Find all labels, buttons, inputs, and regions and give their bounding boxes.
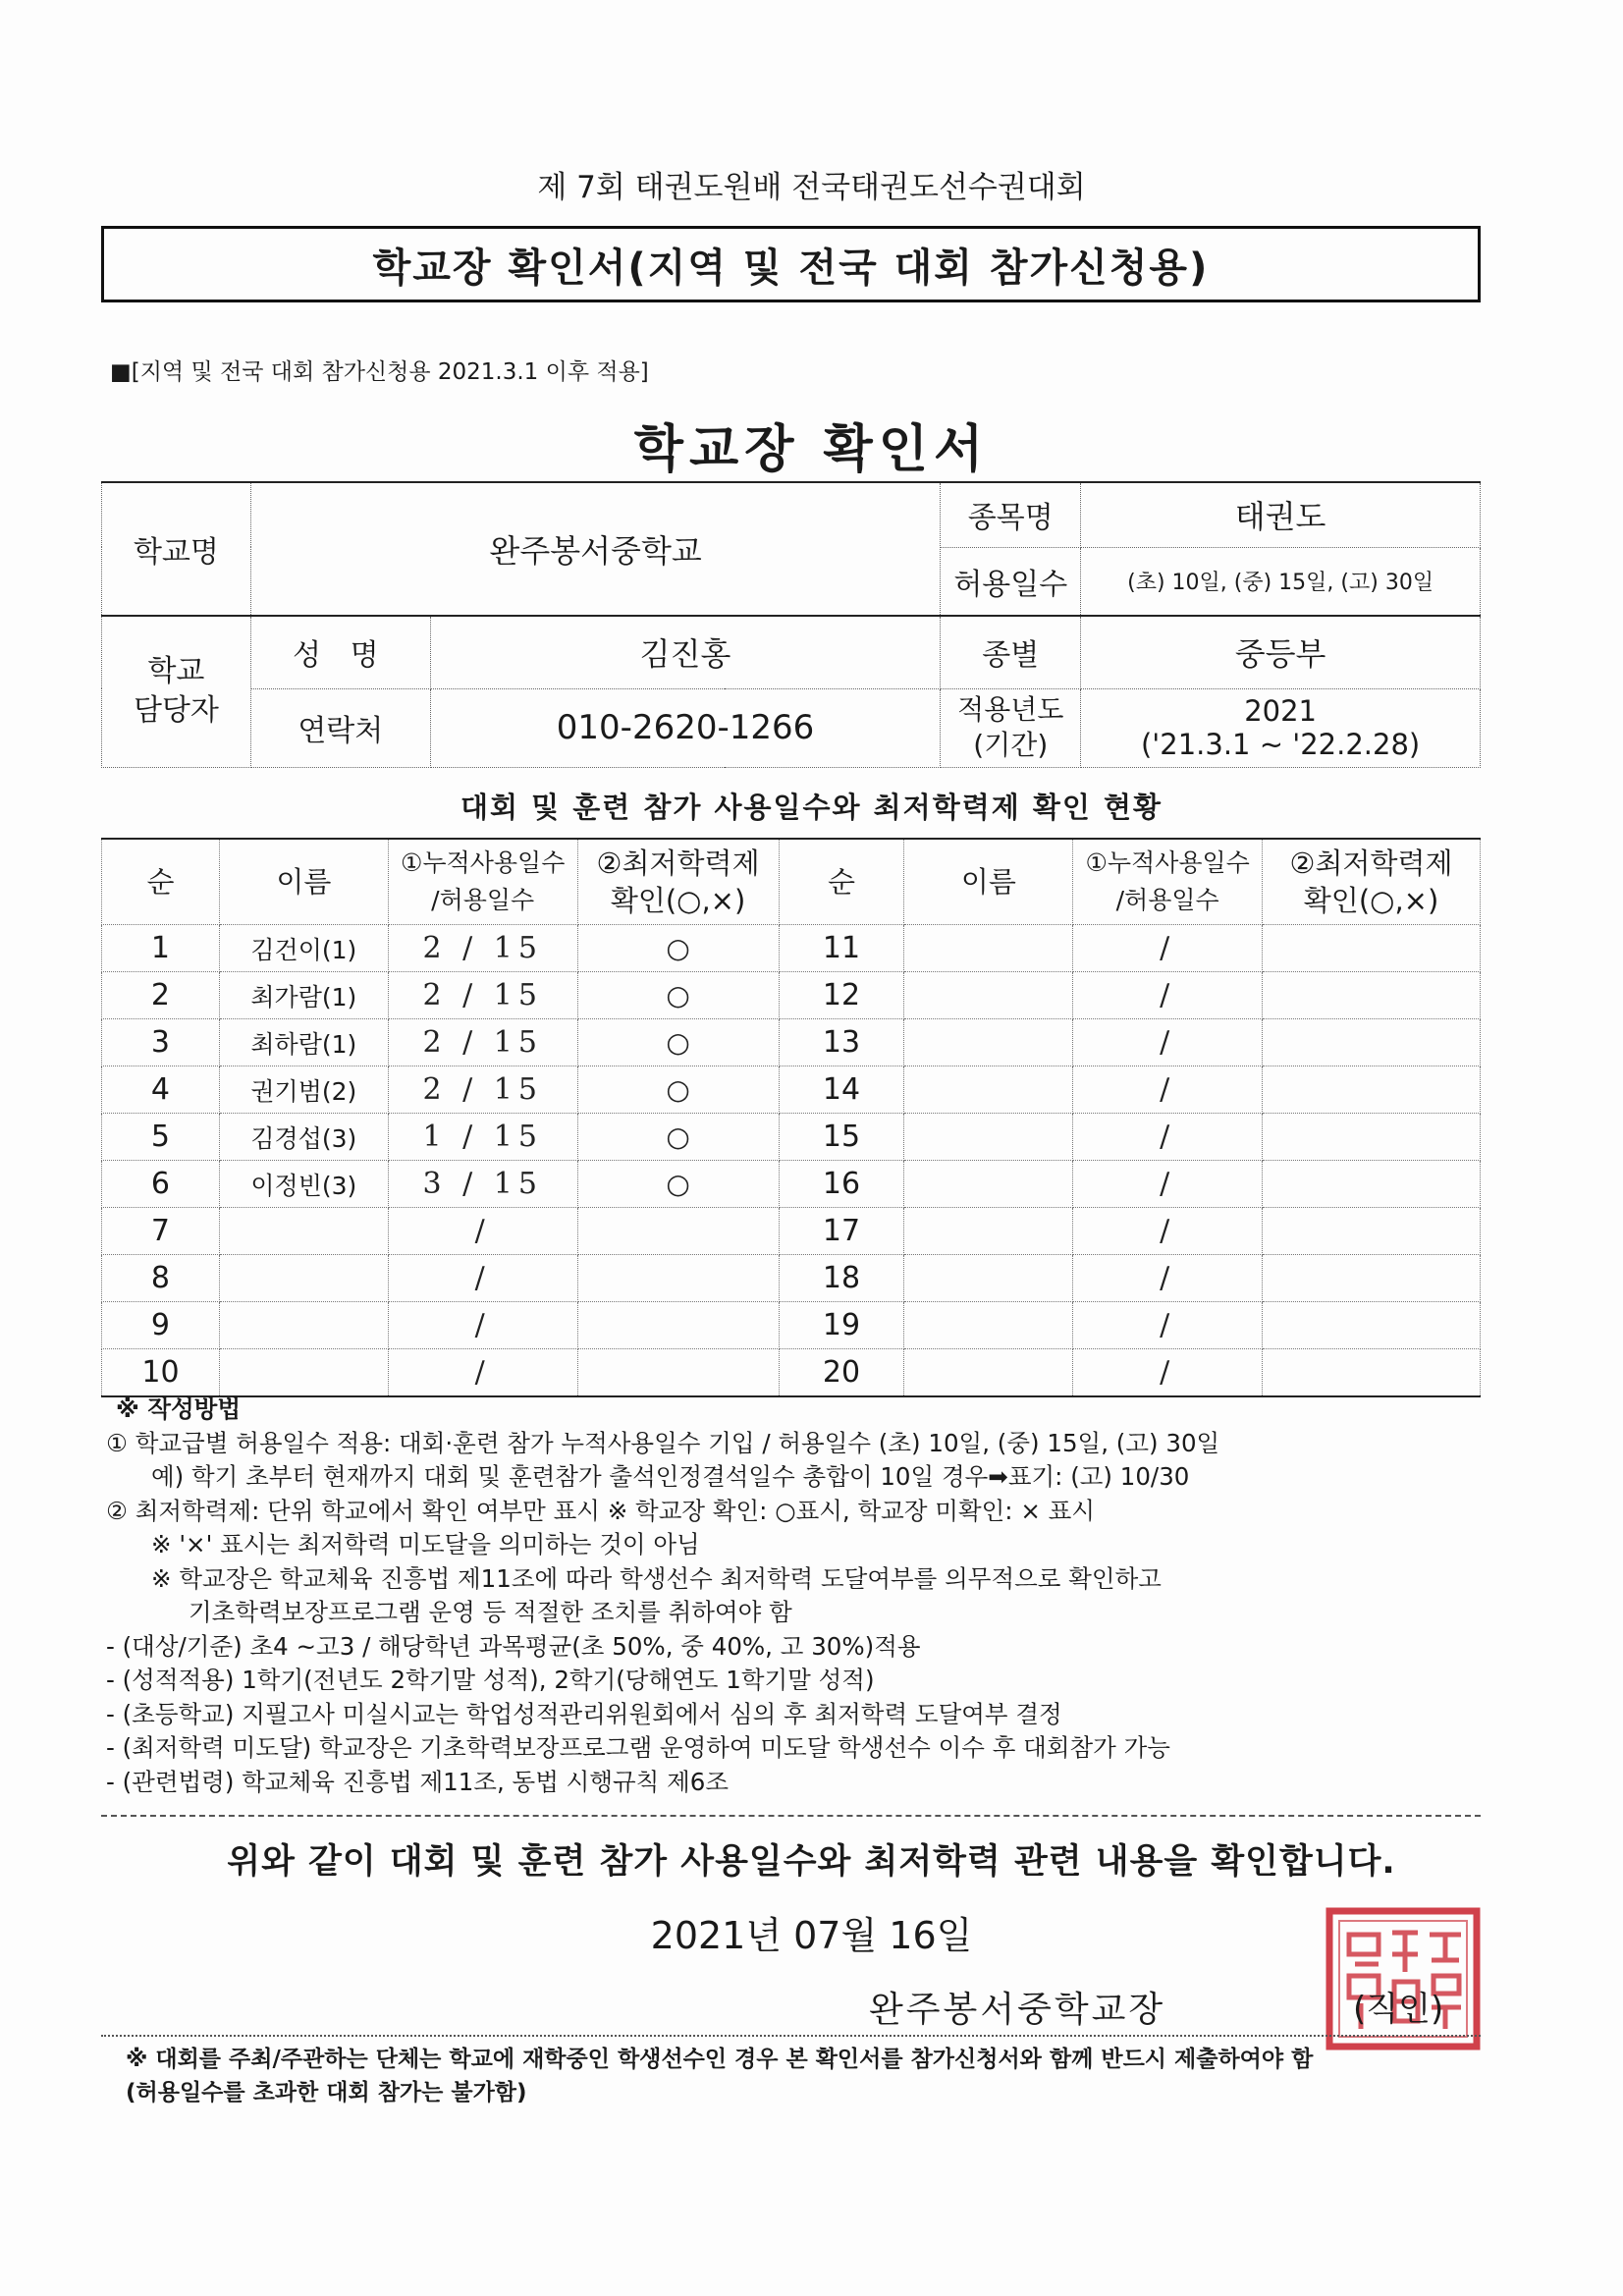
year-value: 2021 ('21.3.1 ~ '22.2.28) — [1081, 688, 1481, 767]
records-title: 대회 및 훈련 참가 사용일수와 최저학력제 확인 현황 — [460, 791, 1163, 824]
used-days: / — [388, 1255, 577, 1302]
academic-check — [1263, 1161, 1481, 1208]
table-row — [102, 925, 1481, 972]
table-row — [102, 1019, 1481, 1066]
instruction-item: ① 학교급별 허용일수 적용: 대회·훈련 참가 누적사용일수 기입 / 허용일수 (초) 10일, (중) 15일, (고) 30일 — [106, 1428, 1220, 1457]
used-days: / — [1073, 1019, 1263, 1066]
category-label: 종별 — [941, 616, 1081, 688]
manager-name-value: 김진홍 — [430, 616, 941, 688]
records-table — [101, 838, 1481, 1397]
student-name — [904, 925, 1073, 972]
header-name: 이름 — [219, 839, 388, 925]
instruction-item: 기초학력보장프로그램 운영 등 적절한 조치를 취하여야 함 — [189, 1598, 792, 1626]
student-name — [219, 1302, 388, 1349]
academic-check: ○ — [577, 1019, 779, 1066]
row-number: 10 — [102, 1349, 220, 1397]
student-name — [904, 1255, 1073, 1302]
used-days: / — [1073, 1161, 1263, 1208]
row-number: 4 — [102, 1066, 220, 1114]
row-number: 15 — [779, 1114, 904, 1161]
table-row — [102, 1255, 1481, 1302]
row-number: 14 — [779, 1066, 904, 1114]
official-seal-stamp — [1316, 1905, 1492, 2052]
student-name — [904, 1161, 1073, 1208]
used-days: / — [1073, 972, 1263, 1019]
student-name — [904, 972, 1073, 1019]
school-info-table — [101, 481, 1481, 768]
footer-divider — [101, 2035, 1481, 2037]
academic-check — [1263, 1019, 1481, 1066]
academic-check: ○ — [577, 1066, 779, 1114]
academic-check — [1263, 1208, 1481, 1255]
row-number: 7 — [102, 1208, 220, 1255]
instruction-item: - (성적적용) 1학기(전년도 2학기말 성적), 2학기(당해연도 1학기말 성적) — [106, 1666, 875, 1694]
manager-label: 학교 담당자 — [102, 616, 251, 767]
used-days: / — [1073, 1302, 1263, 1349]
header-academic: ②최저학력제 확인(○,×) — [577, 839, 779, 925]
instruction-item: - (초등학교) 지필고사 미실시교는 학업성적관리위원회에서 심의 후 최저학력 도달여부 결정 — [106, 1699, 1062, 1728]
table-row — [102, 1208, 1481, 1255]
academic-check: ○ — [577, 1114, 779, 1161]
academic-check: ○ — [577, 1161, 779, 1208]
row-number: 16 — [779, 1161, 904, 1208]
instruction-item: ※ 학교장은 학교체육 진흥법 제11조에 따라 학생선수 최저학력 도달여부를 의무적으로 확인하고 — [151, 1563, 1162, 1593]
student-name: 이정빈(3) — [219, 1161, 388, 1208]
student-name — [904, 1349, 1073, 1397]
table-row — [102, 1349, 1481, 1397]
sport-value: 태권도 — [1081, 482, 1481, 547]
row-number: 11 — [779, 925, 904, 972]
row-number: 13 — [779, 1019, 904, 1066]
academic-check — [1263, 1114, 1481, 1161]
instruction-item: - (관련법령) 학교체육 진흥법 제11조, 동법 시행규칙 제6조 — [106, 1767, 730, 1796]
contact-value: 010-2620-1266 — [430, 688, 941, 767]
used-days: / — [388, 1349, 577, 1397]
allowed-days-value: (초) 10일, (중) 15일, (고) 30일 — [1081, 547, 1481, 616]
row-number: 17 — [779, 1208, 904, 1255]
row-number: 9 — [102, 1302, 220, 1349]
student-name — [904, 1019, 1073, 1066]
academic-check — [1263, 925, 1481, 972]
student-name: 권기범(2) — [219, 1066, 388, 1114]
school-name-value: 완주봉서중학교 — [250, 482, 940, 616]
used-days: 2 / 15 — [388, 1066, 577, 1114]
academic-check — [1263, 972, 1481, 1019]
used-days: 2 / 15 — [388, 1019, 577, 1066]
student-name — [904, 1114, 1073, 1161]
principal-name: 완주봉서중학교장 — [869, 1990, 1166, 2030]
student-name: 김건이(1) — [219, 925, 388, 972]
academic-check — [577, 1255, 779, 1302]
used-days: / — [388, 1208, 577, 1255]
main-title: 학교장 확인서 — [633, 420, 990, 479]
row-number: 20 — [779, 1349, 904, 1397]
used-days: / — [388, 1302, 577, 1349]
confirmation-statement: 위와 같이 대회 및 훈련 참가 사용일수와 최저학력 관련 내용을 확인합니다. — [227, 1842, 1396, 1882]
allowed-days-label: 허용일수 — [941, 547, 1081, 616]
category-value: 중등부 — [1081, 616, 1481, 688]
academic-check — [1263, 1302, 1481, 1349]
instruction-item: ② 최저학력제: 단위 학교에서 확인 여부만 표시 ※ 학교장 확인: ○표시, 학교장 미확인: × 표시 — [106, 1496, 1095, 1525]
table-row — [102, 1066, 1481, 1114]
footer-note — [126, 2043, 1313, 2109]
row-number: 19 — [779, 1302, 904, 1349]
academic-check — [577, 1208, 779, 1255]
used-days: 2 / 15 — [388, 972, 577, 1019]
year-label: 적용년도 (기간) — [941, 688, 1081, 767]
table-row — [102, 972, 1481, 1019]
table-row — [102, 1161, 1481, 1208]
row-number: 5 — [102, 1114, 220, 1161]
sport-label: 종목명 — [941, 482, 1081, 547]
student-name: 최하람(1) — [219, 1019, 388, 1066]
academic-check — [1263, 1255, 1481, 1302]
document-title: 학교장 확인서(지역 및 전국 대회 참가신청용) — [101, 226, 1481, 302]
footer-note-line-1: ※ 대회를 주최/주관하는 단체는 학교에 재학중인 학생선수인 경우 본 확인서를 참가신청서와 함께 반드시 제출하여야 함 — [126, 2047, 1314, 2072]
instructions — [106, 1393, 1500, 1799]
manager-name-label: 성 명 — [250, 616, 430, 688]
header-days-2: ①누적사용일수 /허용일수 — [1073, 839, 1263, 925]
footer-note-line-2: (허용일수를 초과한 대회 참가는 불가함) — [126, 2080, 527, 2105]
student-name — [904, 1066, 1073, 1114]
event-title: 제 7회 태권도원배 전국태권도선수권대회 — [537, 170, 1086, 205]
used-days: 2 / 15 — [388, 925, 577, 972]
student-name: 최가람(1) — [219, 972, 388, 1019]
row-number: 8 — [102, 1255, 220, 1302]
student-name — [904, 1208, 1073, 1255]
header-no: 순 — [102, 839, 220, 925]
table-row — [102, 1302, 1481, 1349]
row-number: 1 — [102, 925, 220, 972]
row-number: 2 — [102, 972, 220, 1019]
used-days: / — [1073, 1349, 1263, 1397]
row-number: 18 — [779, 1255, 904, 1302]
academic-check — [577, 1349, 779, 1397]
used-days: / — [1073, 1255, 1263, 1302]
header-no-2: 순 — [779, 839, 904, 925]
row-number: 6 — [102, 1161, 220, 1208]
academic-check: ○ — [577, 972, 779, 1019]
used-days: 1 / 15 — [388, 1114, 577, 1161]
row-number: 3 — [102, 1019, 220, 1066]
instruction-item: 예) 학기 초부터 현재까지 대회 및 훈련참가 출석인정결석일수 총합이 10일 경우➡표기: (고) 10/30 — [151, 1462, 1190, 1491]
application-notice: ■[지역 및 전국 대회 참가신청용 2021.3.1 이후 적용] — [110, 359, 649, 385]
used-days: / — [1073, 1208, 1263, 1255]
header-name-2: 이름 — [904, 839, 1073, 925]
seal-label: (직인) — [1353, 1990, 1444, 2029]
school-name-label: 학교명 — [102, 482, 251, 616]
student-name — [219, 1208, 388, 1255]
contact-label: 연락처 — [250, 688, 430, 767]
used-days: / — [1073, 925, 1263, 972]
instruction-item: ※ '×' 표시는 최저학력 미도달을 의미하는 것이 아님 — [151, 1530, 700, 1558]
academic-check — [1263, 1349, 1481, 1397]
header-days: ①누적사용일수 /허용일수 — [388, 839, 577, 925]
student-name — [219, 1255, 388, 1302]
instructions-heading: ※ 작성방법 — [116, 1394, 242, 1423]
divider — [101, 1815, 1481, 1817]
issue-date: 2021년 07월 16일 — [650, 1914, 973, 1957]
used-days: / — [1073, 1114, 1263, 1161]
student-name — [219, 1349, 388, 1397]
instruction-item: - (최저학력 미도달) 학교장은 기초학력보장프로그램 운영하여 미도달 학생선수 이수 후 대회참가 가능 — [106, 1733, 1170, 1762]
academic-check — [1263, 1066, 1481, 1114]
used-days: / — [1073, 1066, 1263, 1114]
student-name: 김경섭(3) — [219, 1114, 388, 1161]
table-row — [102, 1114, 1481, 1161]
row-number: 12 — [779, 972, 904, 1019]
used-days: 3 / 15 — [388, 1161, 577, 1208]
header-academic-2: ②최저학력제 확인(○,×) — [1263, 839, 1481, 925]
student-name — [904, 1302, 1073, 1349]
academic-check: ○ — [577, 925, 779, 972]
academic-check — [577, 1302, 779, 1349]
instruction-item: - (대상/기준) 초4 ~고3 / 해당학년 과목평균(초 50%, 중 40%, 고 30%)적용 — [106, 1631, 921, 1661]
